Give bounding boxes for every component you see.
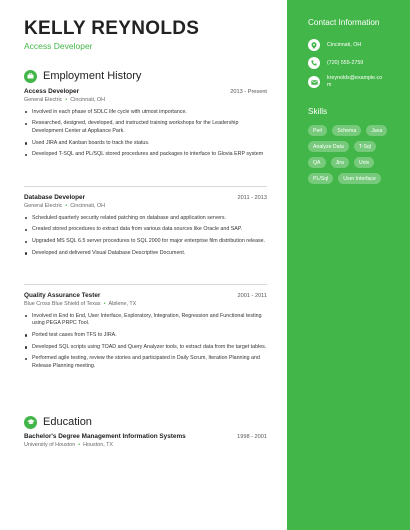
education-school-location <box>24 442 267 448</box>
separator-dot: • <box>78 441 81 448</box>
job-bullets <box>24 313 267 371</box>
job-location: Cincinnati, OH <box>70 96 106 103</box>
candidate-name: KELLY REYNOLDS <box>24 18 200 39</box>
job-company: Blue Cross Blue Shield of Texas <box>24 300 101 307</box>
section-divider <box>24 284 267 285</box>
job-company: General Electric <box>24 96 63 103</box>
job-title: Quality Assurance Tester <box>24 292 101 299</box>
skill-tag: User Interface <box>338 173 381 184</box>
job-title: Access Developer <box>24 88 80 95</box>
job-bullet: Developed and delivered Visual Database Descriptive Document. <box>24 250 267 258</box>
job-company-location <box>24 97 267 103</box>
job-bullets <box>24 109 267 160</box>
contact-email-text <box>327 75 382 89</box>
job-dates: 2013 - Present <box>230 89 267 95</box>
education-degree: Bachelor's Degree Management Information Systems <box>24 433 186 440</box>
location-pin-icon <box>308 39 320 51</box>
skill-tag: Java <box>366 125 387 136</box>
education-dates: 1998 - 2001 <box>237 434 267 440</box>
contact-email-line2: m <box>327 82 332 88</box>
employment-section-title: Employment History <box>43 70 142 82</box>
job-bullet: Developed T-SQL and PL/SQL stored procedures and packages to interface to Glovia ERP system <box>24 151 267 159</box>
skill-tag: Schema <box>332 125 361 136</box>
contact-email-line1: kreynolds@example.co <box>327 75 383 81</box>
skill-tag: Jira <box>331 157 349 168</box>
education-section-title: Education <box>43 416 92 428</box>
contact-section-title: Contact Information <box>308 18 380 27</box>
candidate-role: Access Developer <box>24 41 93 51</box>
skill-tag: Unix <box>354 157 374 168</box>
briefcase-icon <box>24 70 37 83</box>
skill-tag: Analyze Data <box>308 141 349 152</box>
job-entry <box>24 88 267 163</box>
job-entry <box>24 194 267 262</box>
skill-tag: T-Sql <box>354 141 376 152</box>
job-title: Database Developer <box>24 194 86 201</box>
job-dates: 2011 - 2013 <box>237 195 267 201</box>
job-bullet: Ported test cases from TFS to JIRA. <box>24 332 267 340</box>
skill-tag: PL/Sql <box>308 173 333 184</box>
section-divider <box>24 186 267 187</box>
separator-dot: • <box>103 300 106 307</box>
contact-location-text: Cincinnati, OH <box>327 41 362 48</box>
contact-location <box>308 39 361 51</box>
job-bullet: Used JIRA and Kanban boards to track the status. <box>24 140 267 148</box>
job-bullet: Involved in End to End, User Interface, Exploratory, Integration, Regression and Functional testing using PEGA PRPC Tool. <box>24 313 267 328</box>
contact-phone-text: (720) 555-2759 <box>327 59 364 66</box>
job-company-location <box>24 301 267 307</box>
job-bullet: Involved in each phase of SDLC life cycle with utmost importance. <box>24 109 267 117</box>
job-location: Cincinnati, OH <box>70 202 106 209</box>
education-school: University of Houston <box>24 441 76 448</box>
sidebar <box>287 0 410 530</box>
job-company-location <box>24 203 267 209</box>
job-location: Abilene, TX <box>108 300 137 307</box>
job-bullet: Scheduled quarterly security related patching on database and application servers. <box>24 215 267 223</box>
job-bullet: Upgraded MS SQL 6.5 server procedures to SQL 2000 for major enterprise film distribution release. <box>24 238 267 246</box>
skill-tag: QA <box>308 157 326 168</box>
job-bullets <box>24 215 267 258</box>
education-location: Houston, TX <box>83 441 113 448</box>
graduation-cap-icon <box>24 416 37 429</box>
skills-section-title: Skills <box>308 107 328 116</box>
job-bullet: Performed agile testing, review the stories and participated in Daily Scrum, Iteration Planning and Release Planning meeting. <box>24 355 267 370</box>
separator-dot: • <box>65 96 68 103</box>
education-section-heading <box>24 415 92 429</box>
phone-icon <box>308 57 320 69</box>
email-icon <box>308 76 320 88</box>
job-company: General Electric <box>24 202 63 209</box>
job-dates: 2001 - 2011 <box>237 293 267 299</box>
skills-list <box>308 125 400 189</box>
separator-dot: • <box>65 202 68 209</box>
job-bullet: Researched, designed, developed, and instructed training workshops for the Leadership Development Center at Appliance Park. <box>24 120 267 135</box>
job-bullet: Created stored procedures to extract data from various data sources like Oracle and SAP. <box>24 226 267 234</box>
job-entry <box>24 292 267 375</box>
skill-tag: Perl <box>308 125 327 136</box>
job-bullet: Developed SQL scripts using TOAD and Query Analyzer tools, to extract data from the target tables. <box>24 344 267 352</box>
education-entry <box>24 433 267 448</box>
employment-section-heading <box>24 69 141 83</box>
contact-phone <box>308 57 363 69</box>
contact-email <box>308 75 382 89</box>
